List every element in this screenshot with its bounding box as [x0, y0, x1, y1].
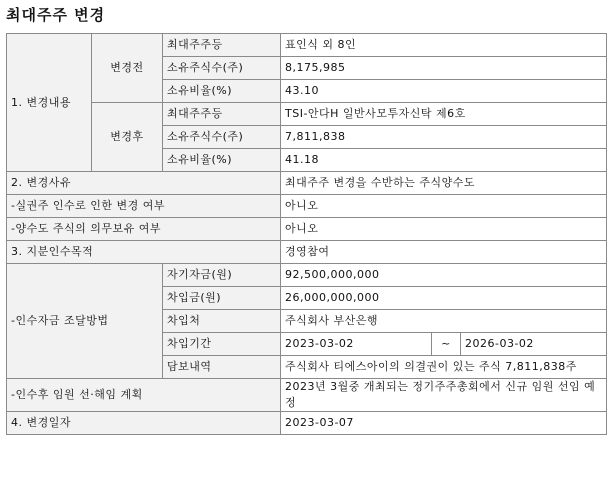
table-row: [7, 195, 607, 218]
reason-label: 2. 변경사유: [7, 172, 281, 195]
forfeited-shares-value: 아니오: [281, 195, 607, 218]
table-row: [7, 172, 607, 195]
borrowed-value: 26,000,000,000: [281, 287, 607, 310]
disclosure-table: [6, 33, 607, 435]
page-title: 최대주주 변경: [6, 6, 106, 24]
after-shares-value: 7,811,838: [281, 126, 607, 149]
own-funds-label: 자기자금(원): [163, 264, 281, 287]
table-row: [7, 241, 607, 264]
after-ratio-label: 소유비율(%): [163, 149, 281, 172]
after-shares-label: 소유주식수(주): [163, 126, 281, 149]
section-label-changes: 1. 변경내용: [7, 34, 92, 172]
reason-value: 최대주주 변경을 수반하는 주식양수도: [281, 172, 607, 195]
collateral-value: 주식회사 티에스아이의 의결권이 있는 주식 7,811,838주: [281, 356, 607, 379]
officer-plan-label: -인수후 임원 선·해임 계획: [7, 379, 281, 412]
table-row: [7, 264, 607, 287]
collateral-label: 담보내역: [163, 356, 281, 379]
loan-period-separator: ~: [432, 333, 461, 356]
forfeited-shares-label: -실권주 인수로 인한 변경 여부: [7, 195, 281, 218]
acquisition-purpose-value: 경영참여: [281, 241, 607, 264]
table-row: [7, 218, 607, 241]
table-row: [7, 34, 607, 57]
lender-value: 주식회사 부산은행: [281, 310, 607, 333]
before-ratio-value: 43.10: [281, 80, 607, 103]
change-date-label: 4. 변경일자: [7, 412, 281, 435]
change-date-value: 2023-03-07: [281, 412, 607, 435]
before-ratio-label: 소유비율(%): [163, 80, 281, 103]
before-shares-value: 8,175,985: [281, 57, 607, 80]
table-row: [7, 103, 607, 126]
table-row: [7, 379, 607, 412]
after-ratio-value: 41.18: [281, 149, 607, 172]
lender-label: 차입처: [163, 310, 281, 333]
after-holder-label: 최대주주등: [163, 103, 281, 126]
after-holder-value: TSI-안다H 일반사모투자신탁 제6호: [281, 103, 607, 126]
mandatory-holding-label: -양수도 주식의 의무보유 여부: [7, 218, 281, 241]
borrowed-label: 차입금(원): [163, 287, 281, 310]
before-label: 변경전: [92, 34, 163, 103]
before-holder-label: 최대주주등: [163, 34, 281, 57]
acquisition-purpose-label: 3. 지분인수목적: [7, 241, 281, 264]
after-label: 변경후: [92, 103, 163, 172]
loan-start-date: 2023-03-02: [281, 333, 432, 356]
before-holder-value: 표인식 외 8인: [281, 34, 607, 57]
funding-method-label: -인수자금 조달방법: [7, 264, 163, 379]
own-funds-value: 92,500,000,000: [281, 264, 607, 287]
table-row: [7, 412, 607, 435]
loan-period-label: 차입기간: [163, 333, 281, 356]
mandatory-holding-value: 아니오: [281, 218, 607, 241]
before-shares-label: 소유주식수(주): [163, 57, 281, 80]
loan-end-date: 2026-03-02: [461, 333, 607, 356]
officer-plan-value: 2023년 3월중 개최되는 정기주주총회에서 신규 임원 선임 예정: [281, 379, 607, 412]
